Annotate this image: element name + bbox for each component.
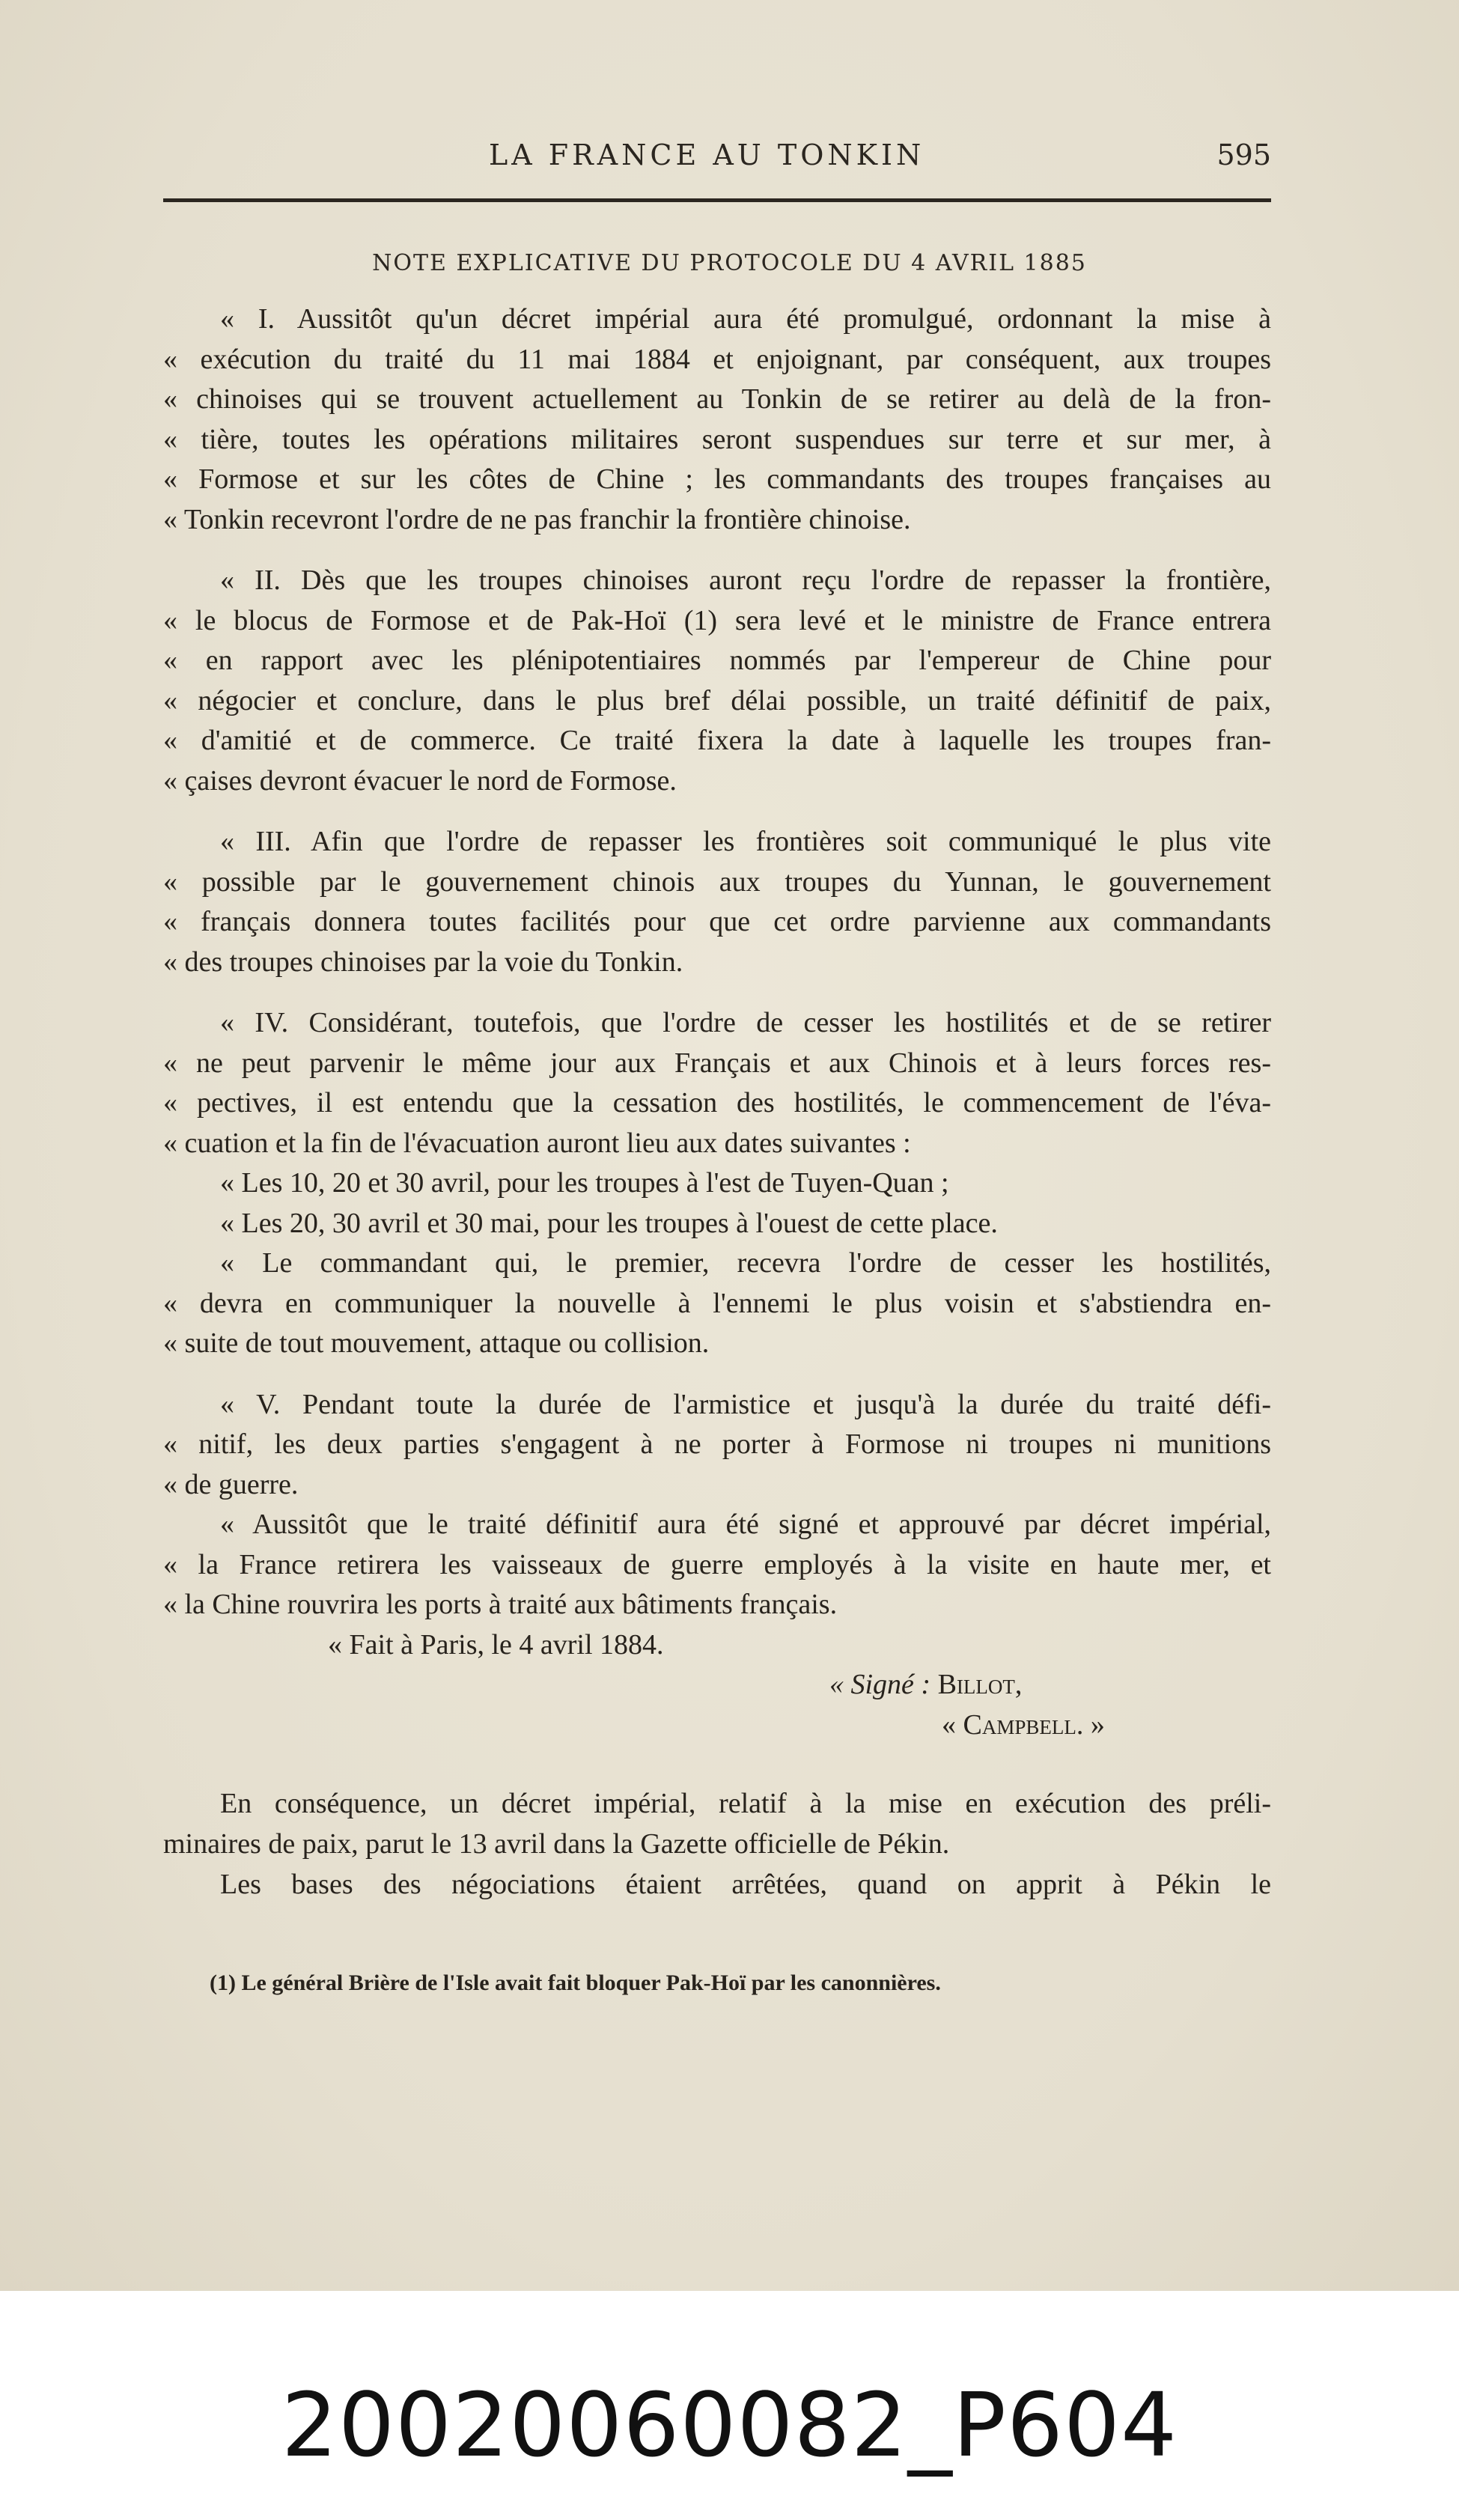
text-line: « V. Pendant toute la durée de l'armistice et jusqu'à la durée du traité défi-	[220, 1388, 1271, 1420]
text-line: « II. Dès que les troupes chinoises auront reçu l'ordre de repasser la frontière,	[220, 564, 1271, 596]
text-line: « chinoises qui se trouvent actuellement au Tonkin de se retirer au delà de la fron-	[163, 383, 1271, 415]
text-line: « devra en communiquer la nouvelle à l'ennemi le plus voisin et s'abstiendra en-	[163, 1287, 1271, 1319]
page-header	[163, 139, 1271, 176]
text-line: « de guerre.	[163, 1468, 299, 1500]
text-line: « Le commandant qui, le premier, recevra l'ordre de cesser les hostilités,	[220, 1247, 1271, 1279]
place-date: « Fait à Paris, le 4 avril 1884.	[328, 1628, 664, 1661]
text-line: « Les 10, 20 et 30 avril, pour les troupes à l'est de Tuyen-Quan ;	[220, 1167, 949, 1199]
text-line: « d'amitié et de commerce. Ce traité fixera la date à laquelle les troupes fran-	[163, 725, 1271, 756]
text-line: « possible par le gouvernement chinois aux troupes du Yunnan, le gouvernement	[163, 865, 1271, 898]
protocol-article-3	[163, 822, 1271, 982]
note-title: NOTE EXPLICATIVE DU PROTOCOLE DU 4 AVRIL 1885	[372, 250, 1087, 276]
text-line: « çaises devront évacuer le nord de Formose.	[163, 764, 677, 797]
text-line: « cuation et la fin de l'évacuation auront lieu aux dates suivantes :	[163, 1127, 911, 1159]
signed-label: « Signé :	[829, 1669, 931, 1700]
text-line: « III. Afin que l'ordre de repasser les frontières soit communiqué le plus vite	[220, 826, 1271, 857]
text-line: « pectives, il est entendu que la cessation des hostilités, le commencement de l'éva-	[163, 1087, 1271, 1119]
text-line: En conséquence, un décret impérial, relatif à la mise en exécution des préli-	[220, 1788, 1271, 1819]
text-line: « nitif, les deux parties s'engagent à ne porter à Formose ni troupes ni munitions	[163, 1428, 1271, 1460]
text-line: « le blocus de Formose et de Pak-Hoï (1) sera levé et le ministre de France entrera	[163, 604, 1271, 636]
text-line: « Aussitôt que le traité définitif aura été signé et approuvé par décret impérial,	[220, 1509, 1271, 1540]
protocol-article-5	[163, 1385, 1271, 1746]
header-rule	[163, 198, 1271, 202]
text-line: « I. Aussitôt qu'un décret impérial aura été promulgué, ordonnant la mise à	[220, 303, 1271, 335]
text-line: « suite de tout mouvement, attaque ou collision.	[163, 1327, 710, 1359]
text-line: « tière, toutes les opérations militaires seront suspendues sur terre et sur mer, à	[163, 423, 1271, 455]
protocol-article-1	[163, 299, 1271, 540]
footnote: (1) Le général Brière de l'Isle avait fait bloquer Pak-Hoï par les canonnières.	[210, 1970, 941, 1995]
protocol-article-4	[163, 1003, 1271, 1364]
text-line: « ne peut parvenir le même jour aux Français et aux Chinois et à leurs forces res-	[163, 1047, 1271, 1079]
text-line: « Formose et sur les côtes de Chine ; les commandants des troupes françaises au	[163, 463, 1271, 495]
protocol-article-2	[163, 561, 1271, 801]
text-line: « la Chine rouvrira les ports à traité aux bâtiments français.	[163, 1589, 838, 1620]
text-line: « exécution du traité du 11 mai 1884 et enjoignant, par conséquent, aux troupes	[163, 343, 1271, 375]
text-line: Les bases des négociations étaient arrêtées, quand on apprit à Pékin le	[220, 1869, 1271, 1900]
text-line: « en rapport avec les plénipotentiaires nommés par l'empereur de Chine pour	[163, 645, 1271, 676]
text-line: « français donnera toutes facilités pour que cet ordre parvienne aux commandants	[163, 906, 1271, 937]
running-title: LA FRANCE AU TONKIN	[489, 139, 925, 171]
signature-billot	[163, 1665, 1271, 1705]
protocol-text	[163, 299, 1271, 1766]
narrative-text	[163, 1783, 1271, 1905]
text-line: « des troupes chinoises par la voie du Tonkin.	[163, 946, 683, 978]
document-id-caption: 20020060082_P604	[281, 2373, 1178, 2477]
text-line: « la France retirera les vaisseaux de guerre employés à la visite en haute mer, et	[163, 1548, 1271, 1580]
text-line: minaires de paix, parut le 13 avril dans la Gazette officielle de Pékin.	[163, 1828, 950, 1860]
text-line: « IV. Considérant, toutefois, que l'ordre de cesser les hostilités et de se retirer	[220, 1007, 1271, 1038]
signatory-name: Billot,	[937, 1669, 1023, 1700]
signature-campbell: « Campbell. »	[942, 1708, 1105, 1741]
text-line: « négocier et conclure, dans le plus bref délai possible, un traité définitif de paix,	[163, 684, 1271, 716]
text-line: « Tonkin recevront l'ordre de ne pas franchir la frontière chinoise.	[163, 503, 911, 535]
page-number: 595	[1216, 139, 1271, 171]
text-line: « Les 20, 30 avril et 30 mai, pour les troupes à l'ouest de cette place.	[220, 1207, 998, 1239]
